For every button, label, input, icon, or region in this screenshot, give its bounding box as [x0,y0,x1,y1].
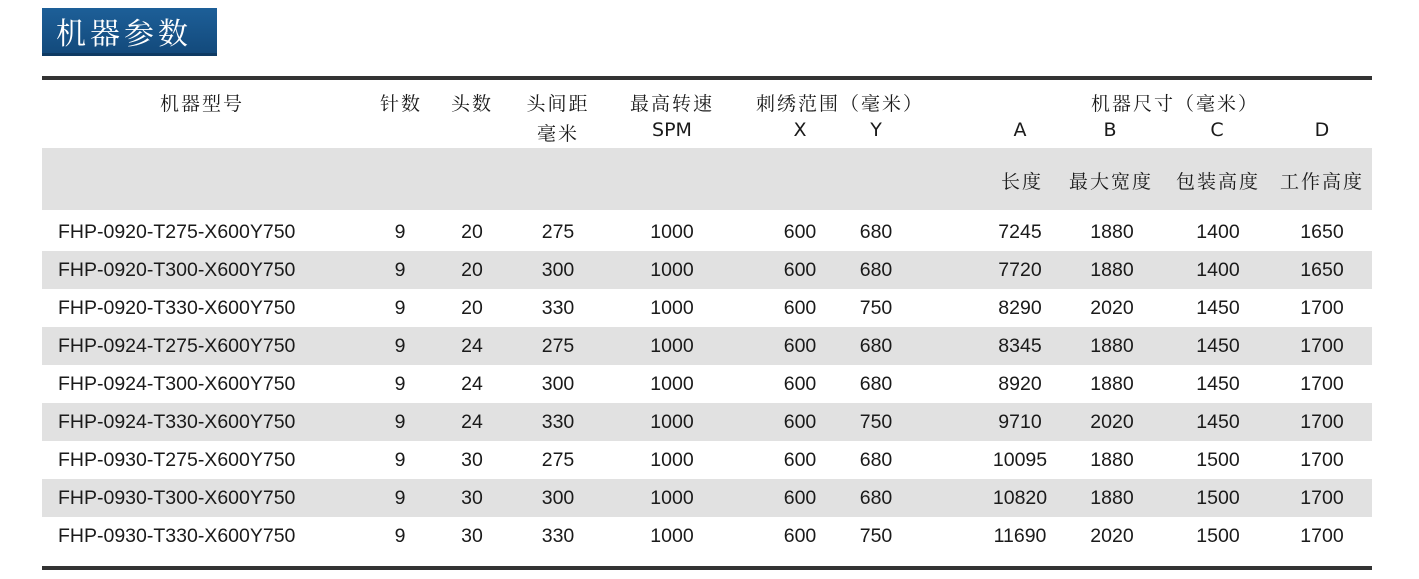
cell-d: 1700 [1300,525,1344,547]
cell-d: 1700 [1300,449,1344,471]
table-row [42,365,1372,403]
cell-c: 1450 [1196,373,1240,395]
cell-d: 1700 [1300,487,1344,509]
cell-x: 600 [783,487,817,509]
cell-needles: 9 [394,259,406,281]
header-size-c-desc: 包装高度 [1175,171,1260,193]
cell-model: FHP-0930-T275-X600Y750 [58,449,296,471]
header-size-b-desc: 最大宽度 [1068,171,1153,193]
cell-x: 600 [783,449,817,471]
cell-heads: 20 [461,259,483,281]
cell-a: 8290 [998,297,1042,319]
cell-model: FHP-0930-T300-X600Y750 [58,487,296,509]
header-size-a-desc: 长度 [1000,171,1043,193]
table-row [42,289,1372,327]
cell-a: 10820 [992,487,1048,509]
cell-d: 1700 [1300,297,1344,319]
cell-c: 1400 [1196,259,1240,281]
cell-y: 680 [859,259,893,281]
cell-spacing: 300 [541,487,575,509]
header-size-d: D [1314,119,1330,141]
cell-d: 1700 [1300,335,1344,357]
header-head-spacing: 头间距 [526,93,590,115]
header-description-band [42,148,1372,210]
cell-model: FHP-0924-T330-X600Y750 [58,411,296,433]
header-head-spacing-unit: 毫米 [536,123,579,145]
cell-heads: 30 [461,449,483,471]
cell-speed: 1000 [650,373,694,395]
cell-model: FHP-0920-T300-X600Y750 [58,259,296,281]
cell-x: 600 [783,297,817,319]
table-bottom-rule [42,566,1372,570]
table-row [42,517,1372,555]
header-size-b: B [1103,119,1117,141]
cell-c: 1500 [1196,449,1240,471]
cell-a: 10095 [992,449,1048,471]
header-max-speed: 最高转速 [629,93,714,115]
header-area-y: Y [870,119,882,141]
cell-model: FHP-0930-T330-X600Y750 [58,525,296,547]
cell-needles: 9 [394,221,406,243]
cell-c: 1400 [1196,221,1240,243]
cell-x: 600 [783,259,817,281]
cell-b: 1880 [1090,449,1134,471]
cell-a: 9710 [998,411,1042,433]
cell-speed: 1000 [650,411,694,433]
table-top-rule [42,76,1372,80]
table-row [42,441,1372,479]
cell-y: 680 [859,335,893,357]
cell-spacing: 330 [541,297,575,319]
cell-c: 1450 [1196,297,1240,319]
header-machine-size: 机器尺寸（毫米） [1090,93,1259,115]
cell-spacing: 275 [541,221,575,243]
cell-a: 7720 [998,259,1042,281]
cell-b: 2020 [1090,297,1134,319]
cell-c: 1500 [1196,487,1240,509]
header-model: 机器型号 [159,93,244,115]
cell-y: 680 [859,487,893,509]
header-size-c: C [1210,119,1224,141]
cell-speed: 1000 [650,335,694,357]
cell-x: 600 [783,373,817,395]
header-max-speed-unit: SPM [652,119,692,141]
header-heads: 头数 [450,93,493,115]
cell-needles: 9 [394,525,406,547]
cell-a: 11690 [993,525,1047,547]
header-embroidery-area: 刺绣范围（毫米） [755,93,924,115]
cell-b: 1880 [1090,335,1134,357]
cell-heads: 24 [461,411,483,433]
table-row [42,251,1372,289]
cell-x: 600 [783,411,817,433]
cell-spacing: 330 [541,525,575,547]
cell-speed: 1000 [650,259,694,281]
cell-b: 1880 [1090,259,1134,281]
section-title [42,8,217,56]
cell-b: 1880 [1090,373,1134,395]
section-title-text: 机器参数 [56,16,192,52]
cell-model: FHP-0920-T330-X600Y750 [58,297,296,319]
cell-speed: 1000 [650,487,694,509]
cell-spacing: 300 [541,373,575,395]
cell-needles: 9 [394,297,406,319]
cell-c: 1450 [1196,335,1240,357]
header-area-x: X [793,119,807,141]
cell-y: 680 [859,373,893,395]
cell-heads: 20 [461,221,483,243]
cell-d: 1700 [1300,411,1344,433]
cell-b: 2020 [1090,411,1134,433]
cell-needles: 9 [394,335,406,357]
cell-heads: 30 [461,525,483,547]
cell-model: FHP-0924-T300-X600Y750 [58,373,296,395]
table-row [42,479,1372,517]
cell-model: FHP-0924-T275-X600Y750 [58,335,296,357]
cell-heads: 20 [461,297,483,319]
cell-heads: 30 [461,487,483,509]
cell-speed: 1000 [650,449,694,471]
cell-needles: 9 [394,487,406,509]
cell-spacing: 275 [541,449,575,471]
cell-spacing: 330 [541,411,575,433]
cell-needles: 9 [394,373,406,395]
cell-x: 600 [783,335,817,357]
cell-c: 1500 [1196,525,1240,547]
header-needles: 针数 [379,93,422,115]
cell-a: 8920 [998,373,1042,395]
header-size-d-desc: 工作高度 [1279,171,1364,193]
cell-a: 8345 [998,335,1042,357]
cell-x: 600 [783,525,817,547]
cell-model: FHP-0920-T275-X600Y750 [58,221,296,243]
cell-c: 1450 [1196,411,1240,433]
cell-speed: 1000 [650,221,694,243]
table-row [42,403,1372,441]
cell-needles: 9 [394,411,406,433]
cell-spacing: 275 [541,335,575,357]
cell-y: 680 [859,221,893,243]
table-row [42,327,1372,365]
cell-d: 1700 [1300,373,1344,395]
header-size-a: A [1013,119,1027,141]
cell-b: 1880 [1090,487,1134,509]
cell-a: 7245 [998,221,1042,243]
cell-y: 750 [859,411,893,433]
cell-speed: 1000 [650,297,694,319]
cell-d: 1650 [1300,221,1344,243]
cell-y: 750 [859,525,893,547]
cell-speed: 1000 [650,525,694,547]
cell-d: 1650 [1300,259,1344,281]
cell-needles: 9 [394,449,406,471]
cell-heads: 24 [461,335,483,357]
cell-y: 680 [859,449,893,471]
cell-heads: 24 [461,373,483,395]
cell-spacing: 300 [541,259,575,281]
cell-x: 600 [783,221,817,243]
cell-y: 750 [859,297,893,319]
cell-b: 2020 [1090,525,1134,547]
cell-b: 1880 [1090,221,1134,243]
table-row [42,213,1372,251]
